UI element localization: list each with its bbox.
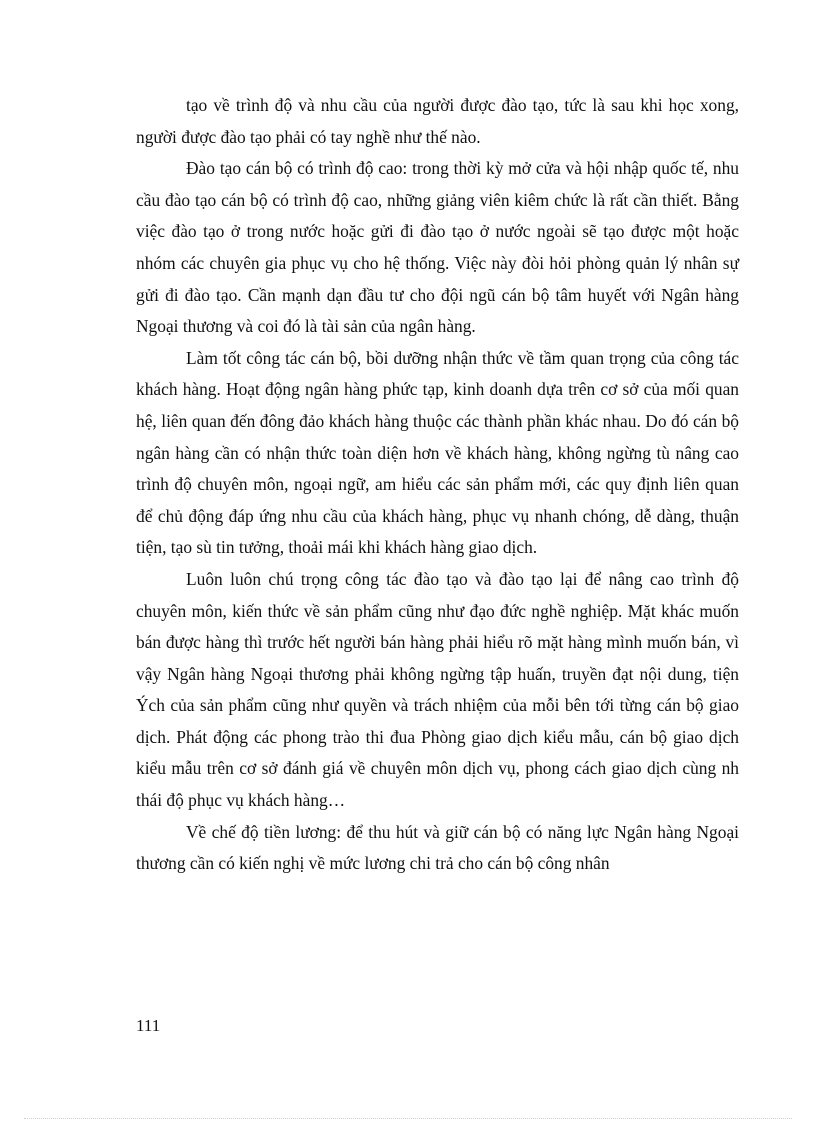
page-body (136, 90, 739, 880)
page-bottom-divider (24, 1118, 792, 1119)
paragraph-customer-awareness: Làm tốt công tác cán bộ, bồi dưỡng nhận thức về tầm quan trọng của công tác khách hàng. Hoạt động ngân hàng phức tạp, kinh doanh dựa trên cơ sở của mối quan hệ, liên quan đến đông đảo khách hàng thuộc các thành phần khác nhau. Do đó cán bộ ngân hàng cần có nhận thức toàn diện hơn về khách hàng, không ngừng tù nâng cao trình độ chuyên môn, ngoại ngữ, am hiểu các sản phẩm mới, các quy định liên quan để chủ động đáp ứng nhu cầu của khách hàng, phục vụ nhanh chóng, dễ dàng, thuận tiện, tạo sù tin tưởng, thoải mái khi khách hàng giao dịch. (136, 347, 739, 558)
paragraph-salary-policy: Về chế độ tiền lương: để thu hút và giữ cán bộ có năng lực Ngân hàng Ngoại thương cần có kiến nghị về mức lương chi trả cho cán bộ công nhân (136, 821, 739, 874)
paragraph-continued: tạo về trình độ và nhu cầu của người được đào tạo, tức là sau khi học xong, người được đào tạo phải có tay nghề như thế nào. (136, 95, 739, 147)
paragraph-continuous-training: Luôn luôn chú trọng công tác đào tạo và đào tạo lại để nâng cao trình độ chuyên môn, kiến thức về sản phẩm cũng như đạo đức nghề nghiệp. Mặt khác muốn bán được hàng thì trước hết người bán hàng phải hiểu rõ mặt hàng mình muốn bán, vì vậy Ngân hàng Ngoại thương phải không ngừng tập huấn, truyền đạt nội dung, tiện Ých của sản phẩm cũng như quyền và trách nhiệm của mỗi bên tới từng cán bộ giao dịch. Phát động các phong trào thi đua Phòng giao dịch kiểu mẫu, cán bộ giao dịch kiểu mẫu trên cơ sở đánh giá về chuyên môn dịch vụ, phong cách giao dịch cùng nh thái độ phục vụ khách hàng… (136, 568, 739, 811)
paragraph-high-level-training: Đào tạo cán bộ có trình độ cao: trong thời kỳ mở cửa và hội nhập quốc tế, nhu cầu đào tạo cán bộ có trình độ cao, những giảng viên kiêm chức là rất cần thiết. Bằng việc đào tạo ở trong nước hoặc gửi đi đào tạo ở nước ngoài sẽ tạo được một hoặc nhóm các chuyên gia phục vụ cho hệ thống. Việc này đòi hỏi phòng quản lý nhân sự gửi đi đào tạo. Cần mạnh dạn đầu tư cho đội ngũ cán bộ tâm huyết với Ngân hàng Ngoại thương và coi đó là tài sản của ngân hàng. (136, 158, 739, 337)
page-number: 111 (136, 1016, 161, 1035)
